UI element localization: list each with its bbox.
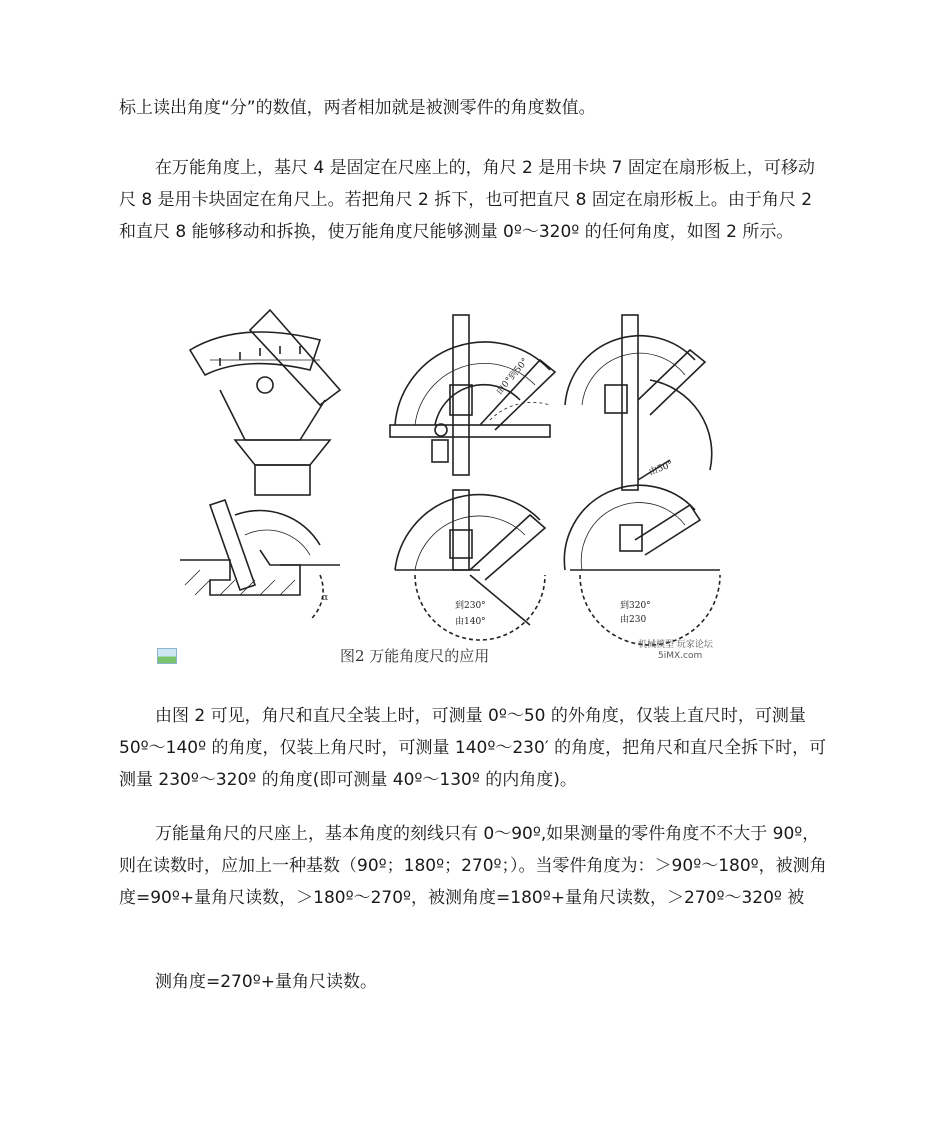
panel-top-middle	[390, 315, 555, 475]
paragraph-4: 万能量角尺的尺座上，基本角度的刻线只有 0～90º,如果测量的零件角度不不大于 90º，则在读数时，应加上一种基数（90º；180º；270º；）。当零件角度为：＞90º～180º，被测角度=90º+量角尺读数，＞180º～270º，被测角度=180º+量角尺读数，＞270º～320º 被	[119, 824, 827, 908]
label-top-right: 由50°	[647, 459, 675, 478]
broken-image-icon	[157, 648, 177, 664]
label-bottom-middle-2: 由140°	[455, 617, 486, 627]
label-top-middle: 由0°到50°	[494, 356, 531, 397]
watermark-site: 5iMX.com	[658, 651, 703, 661]
label-bottom-right-1: 到320°	[620, 601, 651, 611]
watermark-forum: 机械模型 玩家论坛	[638, 640, 713, 650]
paragraph-1: 标上读出角度“分”的数值，两者相加就是被测零件的角度数值。	[119, 98, 596, 118]
label-bottom-right-2: 由230	[620, 615, 647, 625]
panel-top-left	[190, 310, 340, 495]
paragraph-2: 在万能角度上，基尺 4 是固定在尺座上的，角尺 2 是用卡块 7 固定在扇形板上，可移动尺 8 是用卡块固定在角尺上。若把角尺 2 拆下，也可把直尺 8 固定在扇形板上。由于角尺 2 和直尺 8 能够移动和拆换，使万能角度尺能够测量 0º～320º 的任何角度，如图 2 所示。	[119, 158, 815, 242]
panel-bottom-left	[180, 500, 340, 620]
paragraph-3: 由图 2 可见，角尺和直尺全装上时，可测量 0º～50 的外角度，仅装上直尺时，可测量 50º～140º 的角度，仅装上角尺时，可测量 140º～230′ 的角度，把角尺和直尺全拆下时，可测量 230º～320º 的角度(即可测量 40º～130º 的内角度)。	[119, 706, 827, 790]
label-alpha: α	[322, 593, 329, 603]
figure-2-drawing	[150, 300, 740, 670]
figure-2	[150, 300, 740, 670]
label-bottom-middle-1: 到230°	[455, 601, 486, 611]
paragraph-5: 测角度=270º+量角尺读数。	[155, 972, 377, 992]
panel-top-right	[565, 315, 712, 490]
figure-caption: 图2 万能角度尺的应用	[340, 647, 490, 665]
